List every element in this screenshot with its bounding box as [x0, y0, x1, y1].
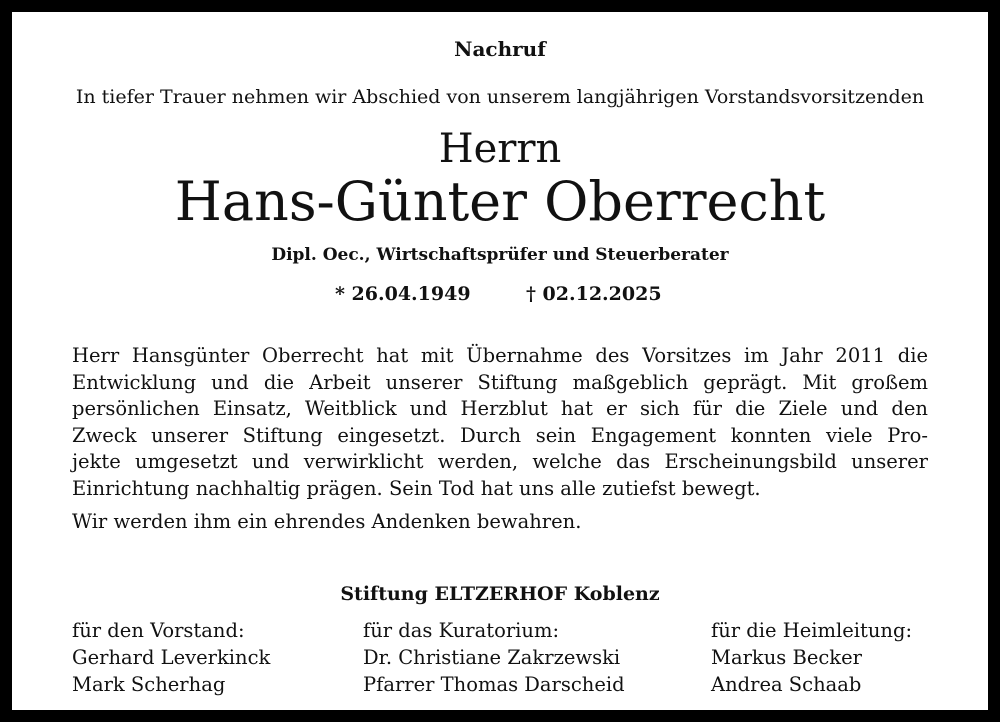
- signatory-label: für den Vorstand:: [72, 619, 245, 642]
- signatory-group-home-management: [711, 617, 912, 698]
- signatory-label: für das Kuratorium:: [363, 619, 560, 642]
- paragraph-line: Entwicklung und die Arbeit unserer Stiftung maßgeblich geprägt. Mit großem: [72, 370, 928, 394]
- closing-line: Wir werden ihm ein ehrendes Andenken bewahren.: [72, 510, 582, 533]
- signatory-name: Dr. Christiane Zakrzewski: [363, 646, 621, 669]
- signatory-name: Andrea Schaab: [711, 673, 862, 696]
- signatory-group-curatorship: [363, 617, 625, 698]
- tribute-paragraph: [72, 343, 928, 502]
- signatory-name: Pfarrer Thomas Darscheid: [363, 673, 625, 696]
- paragraph-line: Zweck unserer Stiftung eingesetzt. Durch sein Engagement konnten viele Pro-: [72, 423, 928, 447]
- paragraph-line: Herr Hansgünter Oberrecht hat mit Übernahme des Vorsitzes im Jahr 2011 die: [72, 344, 928, 367]
- heading: Nachruf: [454, 37, 546, 61]
- signatory-group-board: [72, 617, 270, 698]
- death-date: † 02.12.2025: [526, 283, 662, 305]
- signatory-name: Mark Scherhag: [72, 673, 226, 696]
- professional-titles: Dipl. Oec., Wirtschaftsprüfer und Steuerberater: [271, 245, 729, 265]
- organization-name: Stiftung ELTZERHOF Koblenz: [340, 583, 660, 605]
- birth-date: * 26.04.1949: [335, 283, 471, 305]
- signatory-name: Markus Becker: [711, 646, 862, 669]
- intro-text: In tiefer Trauer nehmen wir Abschied von unserem langjährigen Vorstandsvorsitzenden: [75, 86, 925, 108]
- signatory-name: Gerhard Leverkinck: [72, 646, 271, 669]
- paragraph-line: Einrichtung nachhaltig prägen. Sein Tod hat uns alle zutiefst bewegt.: [72, 476, 761, 500]
- deceased-name: Hans-Günter Oberrecht: [174, 170, 826, 233]
- paragraph-line: jekte umgesetzt und verwirklicht werden, welche das Erscheinungsbild unserer: [72, 450, 928, 473]
- honorific: Herrn: [438, 126, 562, 172]
- signatory-label: für die Heimleitung:: [711, 619, 913, 642]
- paragraph-line: persönlichen Einsatz, Weitblick und Herzblut hat er sich für die Ziele und den: [72, 397, 928, 420]
